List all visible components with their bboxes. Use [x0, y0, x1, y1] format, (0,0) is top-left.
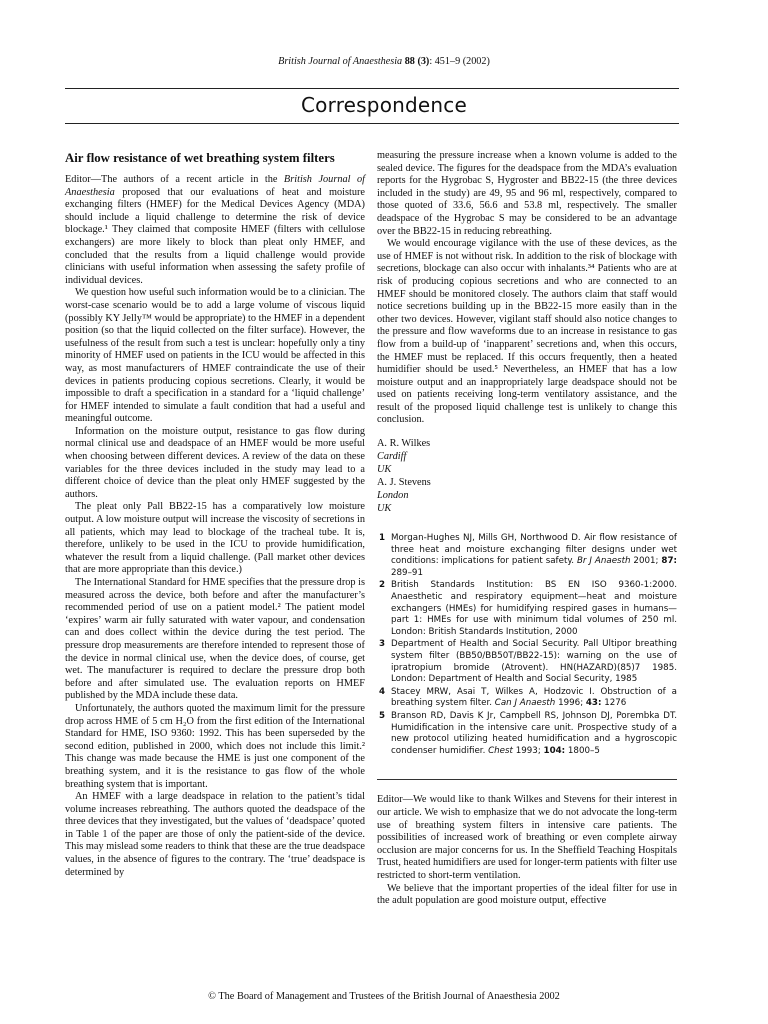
paragraph: An HMEF with a large deadspace in relation to the patient’s tidal volume increases rebreathing. The authors quoted the deadspace of the three devices that they investigated, but the values of ‘deadspace’ quoted in Table 1 of the paper are those of only the patient-side of the device. This may mislead some readers to think that these are the true deadspace values, in the absence of figures to the contrary. The ‘true’ deadspace is determined by: [65, 791, 365, 878]
paragraph: The pleat only Pall BB22-15 has a comparatively low moisture output. A low moisture output will increase the viscosity of secretions in all patients, which may lead to blockage of the tracheal tube. It is, therefore, unlikely to be used in the ICU to provide humidification, whatever the result from a liquid challenge. (Pall market other devices that are more appropriate than this device.): [65, 501, 365, 576]
paragraph: Unfortunately, the authors quoted the maximum limit for the pressure drop across HME of 5 cm H₂O from the first edition of the International Standard for HME, ISO 9360: 1992. This has been superseded by the second edition, published in 2000, which does not include this limit.² This change was made because the HME is just one component of the breathing system, and it is the resistance to gas flow of the whole breathing system that is important.: [65, 702, 365, 790]
signature-block: [377, 437, 677, 515]
paragraph: We believe that the important properties of the ideal filter for use in the adult population are good moisture output, effective: [377, 882, 677, 907]
author-name: A. J. Stevens: [377, 477, 431, 489]
reference-item: 2 British Standards Institution: BS EN ISO 9360-1:2000. Anaesthetic and respiratory equipment—heat and moisture exchangers (HMEs) for humidifying respired gases in humans—part 1: HMEs for use with minimum tidal volumes of 250 ml. London: British Standards Institution, 2000: [379, 580, 677, 637]
running-header: [0, 56, 768, 67]
author-name: A. R. Wilkes: [377, 438, 431, 450]
journal-issue: (3): [417, 56, 430, 67]
paragraph: We would encourage vigilance with the use of these devices, as the use of HMEF is not without risk. In addition to the risk of blockage with secretions, blockage can also occur with inhalants.³⁴ Patients who are at risk of producing copious secretions and who are connected to an HMEF should be monitored closely. The authors claim that staff would notice secretions building up in the BB22-15 more easily than in the other two devices. However, vigilant staff should also notice changes to the pressure and flow waveforms due to an increase in resistance to gas flow from a build-up of ‘inapparent’ secretions and, when this occurs, the HMEF must be replaced. If this occurs frequently, then a heated humidifier should be used.⁵ Nevertheless, an HMEF that has a low moisture output and an inappropriately large deadspace should not be used on patients receiving long-term ventilatory assistance, and the result of the proposed liquid challenge test is unlikely to change this conclusion.: [377, 238, 677, 426]
reference-item: 1 Morgan-Hughes NJ, Mills GH, Northwood D. Air flow resistance of three heat and moisture exchanging filter designs under wet conditions: implications for patient safety. Br J Anaesth 2001; 87: 289–91: [379, 533, 677, 578]
paragraph: measuring the pressure increase when a known volume is added to the sealed device. The figures for the deadspace from the MDA’s evaluation reports for the Hygrobac S, Hygroster and BB22-15 (the three devices included in the study) are 49, 95 and 96 ml, respectively, compared to those quoted of 33.6, 56.6 and 53.8 ml, respectively. The smaller deadspace of the Hygrobac S may be considered to be an advantage over the BB22-15 in reducing rebreathing.: [377, 150, 677, 237]
paragraph: Information on the moisture output, resistance to gas flow during normal clinical use and deadspace of an HMEF would be more useful when choosing between different devices. A review of the data on these variables for the three devices included in the study may lead to a different choice of device than the pleat only HMEF suggested by the authors.: [65, 425, 365, 500]
section-rule: [65, 123, 679, 124]
reference-item: 3 Department of Health and Social Security. Pall Ultipor breathing system filter (BB50/BB50T/BB22-15): warning on the use of ipratropium bromide (Atrovent). HN(HAZARD)(85)7 1985. London: Department of Health and Social Security, 1985: [379, 639, 677, 685]
paragraph: We question how useful such information would be to a clinician. The worst-case scenario would be to add a large volume of viscous liquid (possibly KY Jelly™ would be appropriate) to the HMEF in a dependent position (so that the liquid collected on the filter surface). However, the usefulness of the result from such a test is unclear: hopefully only a tiny minority of HMEF used on patients in the ICU would be affected in this way, as most manufacturers of HMEF contraindicate the use of their devices in patients producing copious secretions. Clearly, it would be impossible to draft a specification in a standard for a ‘liquid challenge’ for HMEF intended to simulate a fault condition that had a useful and meaningful outcome.: [65, 287, 365, 425]
paragraph: The International Standard for HME specifies that the pressure drop is measured across the device, both before and after the manufacturer’s recommended period of use on a patient model.² The patient model ‘expires’ warm air fully saturated with water vapour, and condensation can and does collect within the device during the test period. The pressure drop measurements are therefore intended to represent those of the device in normal clinical use, when the device does, of course, get wet. The manufacturer is required to declare the pressure drop both before and after simulated use. The evaluation reports on HMEF published by the MDA include these data.: [65, 577, 365, 702]
journal-name: British Journal of Anaesthesia: [278, 56, 403, 67]
section-title: Correspondence: [301, 93, 467, 117]
author-location: London: [377, 490, 409, 502]
reference-item: 4 Stacey MRW, Asai T, Wilkes A, Hodzovic I. Obstruction of a breathing system filter. Can J Anaesth 1996; 43: 1276: [379, 686, 677, 709]
top-rule: [65, 88, 679, 89]
reference-list: [377, 533, 677, 757]
letter-divider: [377, 779, 677, 780]
author-country: UK: [377, 464, 392, 476]
reference-item: 5 Branson RD, Davis K Jr, Campbell RS, Johnson DJ, Porembka DT. Humidification in the intensive care unit. Prospective study of a new protocol utilizing heated humidification and a hygroscopic condenser humidifier. Chest 1993; 104: 1800–5: [379, 710, 677, 756]
author-country: UK: [377, 503, 392, 515]
copyright-footer: © The Board of Management and Trustees of the British Journal of Anaesthesia 2002: [208, 991, 560, 1002]
paragraph: Editor—The authors of a recent article in the British Journal of Anaesthesia proposed that our evaluations of heat and moisture exchanging filters (HMEF) for the Medical Devices Agency (MDA) should include a liquid challenge to determine the risk of device blockage.¹ They claimed that composite HMEF (filters with cellulose exchangers) are more likely to block than pleat only HMEF, and concluded that the results from a liquid challenge would provide clinicians with useful information when assessing the safety profile of individual devices.: [65, 174, 365, 286]
journal-pages-year: : 451–9 (2002): [429, 56, 490, 67]
right-column: [377, 150, 677, 908]
journal-volume: 88: [404, 56, 415, 67]
article-title: Air flow resistance of wet breathing system filters: [65, 151, 335, 165]
author-location: Cardiff: [377, 451, 407, 463]
left-column: [65, 150, 365, 879]
paragraph: Editor—We would like to thank Wilkes and Stevens for their interest in our article. We wish to emphasize that we do not advocate the long-term use of breathing system filters in intensive care patients. The possibilities of increased work of breathing or even complete airway occlusion are major concerns for us. In the Sheffield Teaching Hospitals Trust, heated humidifiers are used for longer-term patients with filter use restricted to short-term ventilation.: [377, 794, 677, 881]
